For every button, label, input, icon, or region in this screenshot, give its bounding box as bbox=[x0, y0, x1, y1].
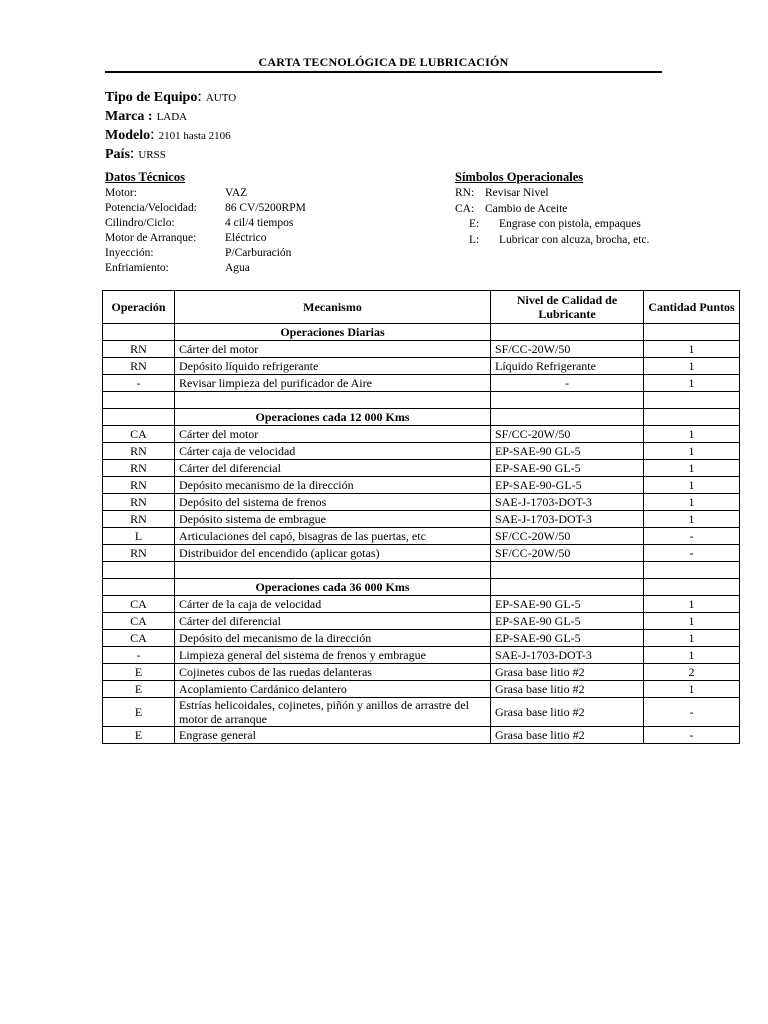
table-row bbox=[103, 681, 740, 698]
cell-quality: SF/CC-20W/50 bbox=[491, 528, 644, 545]
table-cell bbox=[644, 562, 740, 579]
symbol-code: CA: bbox=[455, 202, 475, 215]
tech-value: 86 CV/5200RPM bbox=[225, 202, 306, 214]
table-row bbox=[103, 460, 740, 477]
table-row bbox=[103, 596, 740, 613]
table-cell bbox=[103, 409, 175, 426]
table-cell bbox=[491, 392, 644, 409]
cell-mechanism: Cárter de la caja de velocidad bbox=[175, 596, 491, 613]
cell-points: - bbox=[644, 727, 740, 744]
cell-mechanism: Cárter del diferencial bbox=[175, 460, 491, 477]
table-row bbox=[103, 341, 740, 358]
symbol-row bbox=[455, 202, 649, 218]
symbol-row bbox=[455, 186, 649, 202]
table-row bbox=[103, 494, 740, 511]
cell-mechanism: Estrías helicoidales, cojinetes, piñón y anillos de arrastre del motor de arranque bbox=[175, 698, 491, 727]
symbol-row bbox=[455, 233, 649, 249]
cell-operation: CA bbox=[103, 630, 175, 647]
model-value: 2101 hasta 2106 bbox=[158, 130, 231, 142]
table-cell bbox=[103, 324, 175, 341]
symbol-desc: Revisar Nivel bbox=[485, 187, 549, 199]
table-row bbox=[103, 664, 740, 681]
cell-mechanism: Cárter caja de velocidad bbox=[175, 443, 491, 460]
table-row bbox=[103, 698, 740, 727]
cell-points: 1 bbox=[644, 443, 740, 460]
cell-points: 1 bbox=[644, 647, 740, 664]
cell-operation: E bbox=[103, 727, 175, 744]
tech-value: VAZ bbox=[225, 187, 248, 199]
cell-points: - bbox=[644, 698, 740, 727]
tech-row bbox=[105, 246, 306, 261]
symbol-desc: Lubricar con alcuza, brocha, etc. bbox=[499, 233, 650, 246]
cell-points: 1 bbox=[644, 494, 740, 511]
equipment-info bbox=[105, 88, 236, 164]
cell-mechanism: Articulaciones del capó, bisagras de las puertas, etc bbox=[175, 528, 491, 545]
tech-key: Inyección: bbox=[105, 247, 154, 259]
symbol-code: RN: bbox=[455, 187, 475, 199]
cell-operation: CA bbox=[103, 596, 175, 613]
col-header-mechanism: Mecanismo bbox=[175, 291, 491, 324]
cell-mechanism: Depósito sistema de embrague bbox=[175, 511, 491, 528]
table-row bbox=[103, 511, 740, 528]
tech-key: Motor de Arranque: bbox=[105, 232, 197, 244]
cell-quality: EP-SAE-90 GL-5 bbox=[491, 443, 644, 460]
table-cell bbox=[491, 579, 644, 596]
cell-points: 1 bbox=[644, 426, 740, 443]
tech-key: Potencia/Velocidad: bbox=[105, 202, 197, 214]
cell-quality: EP-SAE-90 GL-5 bbox=[491, 596, 644, 613]
table-cell bbox=[644, 392, 740, 409]
cell-points: 2 bbox=[644, 664, 740, 681]
group-title-row bbox=[103, 409, 740, 426]
group-title-row bbox=[103, 324, 740, 341]
cell-quality: Líquido Refrigerante bbox=[491, 358, 644, 375]
table-cell bbox=[103, 392, 175, 409]
symbols-heading: Símbolos Operacionales bbox=[455, 170, 584, 184]
cell-quality: Grasa base litio #2 bbox=[491, 698, 644, 727]
cell-points: 1 bbox=[644, 341, 740, 358]
cell-points: 1 bbox=[644, 630, 740, 647]
symbol-code: E: bbox=[469, 218, 480, 230]
cell-quality: SAE-J-1703-DOT-3 bbox=[491, 494, 644, 511]
table-cell bbox=[175, 562, 491, 579]
cell-mechanism: Engrase general bbox=[175, 727, 491, 744]
operational-symbols bbox=[455, 170, 649, 248]
document-title: CARTA TECNOLÓGICA DE LUBRICACIÓN bbox=[258, 55, 509, 69]
cell-operation: CA bbox=[103, 613, 175, 630]
cell-mechanism: Limpieza general del sistema de frenos y embrague bbox=[175, 647, 491, 664]
cell-mechanism: Acoplamiento Cardánico delantero bbox=[175, 681, 491, 698]
cell-points: 1 bbox=[644, 358, 740, 375]
col-header-operation: Operación bbox=[103, 291, 175, 324]
tech-key: Cilindro/Ciclo: bbox=[105, 217, 175, 229]
table-row bbox=[103, 358, 740, 375]
cell-mechanism: Depósito mecanismo de la dirección bbox=[175, 477, 491, 494]
table-cell bbox=[175, 392, 491, 409]
cell-operation: RN bbox=[103, 494, 175, 511]
tech-row bbox=[105, 261, 306, 276]
model-label: Modelo bbox=[105, 128, 151, 143]
cell-operation: E bbox=[103, 681, 175, 698]
symbol-desc: Engrase con pistola, empaques bbox=[499, 218, 641, 230]
cell-mechanism: Distribuidor del encendido (aplicar gotas) bbox=[175, 545, 491, 562]
equipment-type-label: Tipo de Equipo bbox=[105, 90, 198, 105]
cell-points: 1 bbox=[644, 511, 740, 528]
symbol-desc: Cambio de Aceite bbox=[485, 202, 568, 215]
cell-quality: Grasa base litio #2 bbox=[491, 681, 644, 698]
cell-operation: - bbox=[103, 647, 175, 664]
cell-mechanism: Cárter del motor bbox=[175, 426, 491, 443]
lubrication-table bbox=[102, 290, 740, 744]
cell-quality: SF/CC-20W/50 bbox=[491, 545, 644, 562]
country-label: País bbox=[105, 147, 130, 162]
title-underline bbox=[105, 71, 662, 73]
cell-operation: RN bbox=[103, 460, 175, 477]
technical-data bbox=[105, 170, 306, 276]
table-cell bbox=[103, 562, 175, 579]
brand-value: LADA bbox=[156, 111, 188, 123]
equipment-type-row bbox=[105, 88, 236, 107]
cell-points: 1 bbox=[644, 596, 740, 613]
tech-row bbox=[105, 231, 306, 246]
cell-operation: L bbox=[103, 528, 175, 545]
tech-value: Agua bbox=[225, 262, 250, 274]
cell-mechanism: Cárter del motor bbox=[175, 341, 491, 358]
table-row bbox=[103, 477, 740, 494]
table-row bbox=[103, 443, 740, 460]
table-header-row bbox=[103, 291, 740, 324]
table-row bbox=[103, 375, 740, 392]
cell-quality: - bbox=[491, 375, 644, 392]
spacer-row bbox=[103, 562, 740, 579]
table-cell bbox=[644, 579, 740, 596]
cell-operation: RN bbox=[103, 443, 175, 460]
cell-mechanism: Depósito del mecanismo de la dirección bbox=[175, 630, 491, 647]
cell-quality: Grasa base litio #2 bbox=[491, 664, 644, 681]
cell-quality: EP-SAE-90 GL-5 bbox=[491, 460, 644, 477]
cell-points: 1 bbox=[644, 477, 740, 494]
equipment-type-sep: : bbox=[197, 88, 202, 105]
group-title-row bbox=[103, 579, 740, 596]
cell-points: - bbox=[644, 528, 740, 545]
table-cell bbox=[103, 579, 175, 596]
symbol-code: L: bbox=[469, 233, 480, 246]
cell-quality: SAE-J-1703-DOT-3 bbox=[491, 511, 644, 528]
country-sep: : bbox=[129, 145, 135, 162]
table-cell bbox=[644, 324, 740, 341]
cell-mechanism: Cárter del diferencial bbox=[175, 613, 491, 630]
table-row bbox=[103, 727, 740, 744]
cell-quality: Grasa base litio #2 bbox=[491, 727, 644, 744]
table-cell bbox=[491, 562, 644, 579]
cell-mechanism: Depósito del sistema de frenos bbox=[175, 494, 491, 511]
table-row bbox=[103, 647, 740, 664]
tech-value: P/Carburación bbox=[225, 247, 292, 259]
cell-points: - bbox=[644, 545, 740, 562]
cell-points: 1 bbox=[644, 460, 740, 477]
table-row bbox=[103, 630, 740, 647]
cell-points: 1 bbox=[644, 613, 740, 630]
cell-points: 1 bbox=[644, 375, 740, 392]
symbol-row bbox=[455, 217, 649, 233]
cell-operation: CA bbox=[103, 426, 175, 443]
cell-operation: RN bbox=[103, 545, 175, 562]
cell-mechanism: Depósito líquido refrigerante bbox=[175, 358, 491, 375]
equipment-type-value: AUTO bbox=[205, 92, 237, 104]
cell-operation: E bbox=[103, 698, 175, 727]
cell-quality: SF/CC-20W/50 bbox=[491, 426, 644, 443]
tech-row bbox=[105, 201, 306, 216]
cell-operation: RN bbox=[103, 511, 175, 528]
tech-row bbox=[105, 186, 306, 201]
table-cell bbox=[491, 409, 644, 426]
cell-quality: SAE-J-1703-DOT-3 bbox=[491, 647, 644, 664]
brand-label: Marca : bbox=[105, 109, 153, 124]
cell-quality: EP-SAE-90 GL-5 bbox=[491, 630, 644, 647]
group-title-12000: Operaciones cada 12 000 Kms bbox=[175, 409, 491, 426]
cell-points: 1 bbox=[644, 681, 740, 698]
tech-key: Motor: bbox=[105, 187, 137, 199]
col-header-quality: Nivel de Calidad de Lubricante bbox=[491, 291, 644, 324]
table-row bbox=[103, 545, 740, 562]
cell-mechanism: Cojinetes cubos de las ruedas delanteras bbox=[175, 664, 491, 681]
technical-data-heading: Datos Técnicos bbox=[105, 170, 185, 184]
cell-operation: E bbox=[103, 664, 175, 681]
table-cell bbox=[491, 324, 644, 341]
col-header-points: Cantidad Puntos bbox=[644, 291, 740, 324]
model-sep: : bbox=[150, 126, 155, 143]
cell-operation: RN bbox=[103, 477, 175, 494]
cell-quality: EP-SAE-90-GL-5 bbox=[491, 477, 644, 494]
cell-mechanism: Revisar limpieza del purificador de Aire bbox=[175, 375, 491, 392]
tech-value: Eléctrico bbox=[225, 232, 267, 244]
brand-row bbox=[105, 107, 236, 126]
spacer-row bbox=[103, 392, 740, 409]
group-title-daily: Operaciones Diarias bbox=[175, 324, 491, 341]
cell-operation: RN bbox=[103, 341, 175, 358]
cell-quality: SF/CC-20W/50 bbox=[491, 341, 644, 358]
table-row bbox=[103, 613, 740, 630]
table-cell bbox=[644, 409, 740, 426]
country-row bbox=[105, 145, 236, 164]
tech-row bbox=[105, 216, 306, 231]
country-value: URSS bbox=[138, 149, 166, 161]
table-row bbox=[103, 426, 740, 443]
cell-quality: EP-SAE-90 GL-5 bbox=[491, 613, 644, 630]
group-title-36000: Operaciones cada 36 000 Kms bbox=[175, 579, 491, 596]
tech-value: 4 cil/4 tiempos bbox=[225, 217, 294, 229]
table-row bbox=[103, 528, 740, 545]
cell-operation: - bbox=[103, 375, 175, 392]
cell-operation: RN bbox=[103, 358, 175, 375]
tech-key: Enfriamiento: bbox=[105, 262, 169, 274]
model-row bbox=[105, 126, 236, 145]
